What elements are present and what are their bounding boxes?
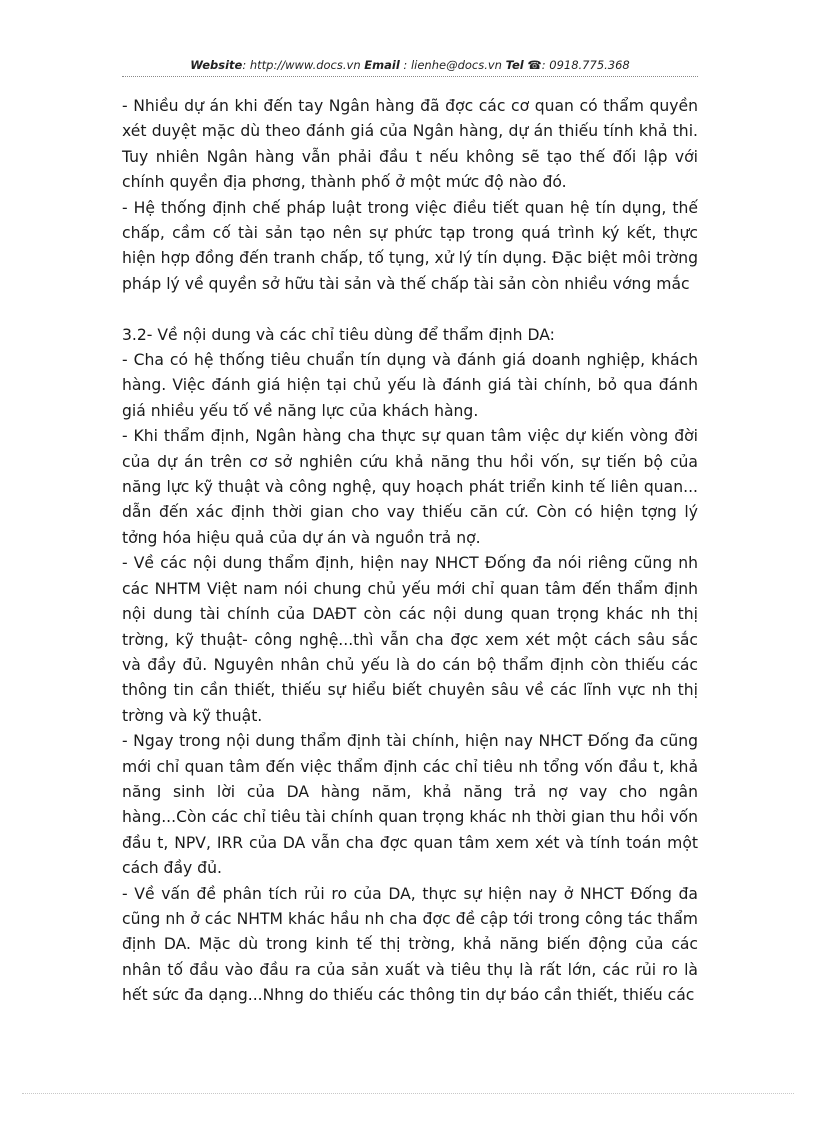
tel-value: : 0918.775.368 — [541, 58, 630, 72]
page-header — [122, 58, 698, 72]
document-body — [122, 94, 698, 1009]
paragraph: - Về các nội dung thẩm định, hiện nay NHCT Đống đa nói riêng cũng nh các NHTM Việt nam nói chung chủ yếu mới chỉ quan tâm đến thẩm định nội dung tài chính của DAĐT còn các nội dung quan trọng khác nh thị trờng, kỹ thuật- công nghệ...thì vẫn cha đợc xem xét một cách sâu sắc và đầy đủ. Nguyên nhân chủ yếu là do cán bộ thẩm định còn thiếu các thông tin cần thiết, thiếu sự hiểu biết chuyên sâu về các lĩnh vực nh thị trờng và kỹ thuật. — [122, 554, 698, 725]
header-divider — [122, 76, 698, 77]
paragraph: - Về vấn đề phân tích rủi ro của DA, thực sự hiện nay ở NHCT Đống đa cũng nh ở các NHTM khác hầu nh cha đợc đề cập tới trong công tác thẩm định DA. Mặc dù trong kinh tế thị trờng, khả năng biến động của các nhân tố đầu vào đầu ra của sản xuất và tiêu thụ là rất lớn, các rủi ro là hết sức đa dạng...Nhng do thiếu các thông tin dự báo cần thiết, thiếu các — [122, 884, 698, 1005]
paragraph: - Ngay trong nội dung thẩm định tài chính, hiện nay NHCT Đống đa cũng mới chỉ quan tâm đến việc thẩm định các chỉ tiêu nh tổng vốn đầu t, khả năng sinh lời của DA hàng năm, khả năng trả nợ vay cho ngân hàng...Còn các chỉ tiêu tài chính quan trọng khác nh thời gian thu hồi vốn đầu t, NPV, IRR của DA vẫn cha đợc quan tâm xem xét và tính toán một cách đầy đủ. — [122, 732, 698, 878]
email-label: Email — [364, 58, 400, 72]
footer-divider — [22, 1093, 794, 1094]
paragraph: - Hệ thống định chế pháp luật trong việc điều tiết quan hệ tín dụng, thế chấp, cầm cố tài sản tạo nên sự phức tạp trong quá trình ký kết, thực hiện hợp đồng đến tranh chấp, tố tụng, xử lý tín dụng. Đặc biệt môi trờng pháp lý về quyền sở hữu tài sản và thế chấp tài sản còn nhiều vớng mắc — [122, 198, 698, 293]
website-value: : http://www.docs.vn — [242, 58, 361, 72]
paragraph: - Khi thẩm định, Ngân hàng cha thực sự quan tâm việc dự kiến vòng đời của dự án trên cơ sở nghiên cứu khả năng thu hồi vốn, sự tiến bộ của năng lực kỹ thuật và công nghệ, quy hoạch phát triển kinh tế liên quan... dẫn đến xác định thời gian cho vay thiếu căn cứ. Còn có hiện tợng lý tởng hóa hiệu quả của dự án và nguồn trả nợ. — [122, 427, 698, 547]
website-label: Website — [190, 58, 243, 72]
email-value: : lienhe@docs.vn — [403, 58, 502, 72]
phone-icon: ☎ — [527, 58, 542, 72]
paragraph: - Cha có hệ thống tiêu chuẩn tín dụng và đánh giá doanh nghiệp, khách hàng. Việc đánh giá hiện tại chủ yếu là đánh giá tài chính, bỏ qua đánh giá nhiều yếu tố về năng lực của khách hàng. — [122, 351, 698, 420]
tel-label: Tel — [505, 58, 524, 72]
paragraph: - Nhiều dự án khi đến tay Ngân hàng đã đợc các cơ quan có thẩm quyền xét duyệt mặc dù theo đánh giá của Ngân hàng, dự án thiếu tính khả thi. Tuy nhiên Ngân hàng vẫn phải đầu t nếu không sẽ tạo thế đối lập với chính quyền địa phơng, thành phố ở một mức độ nào đó. — [122, 97, 698, 192]
section-heading: 3.2- Về nội dung và các chỉ tiêu dùng để thẩm định DA: — [122, 325, 555, 344]
